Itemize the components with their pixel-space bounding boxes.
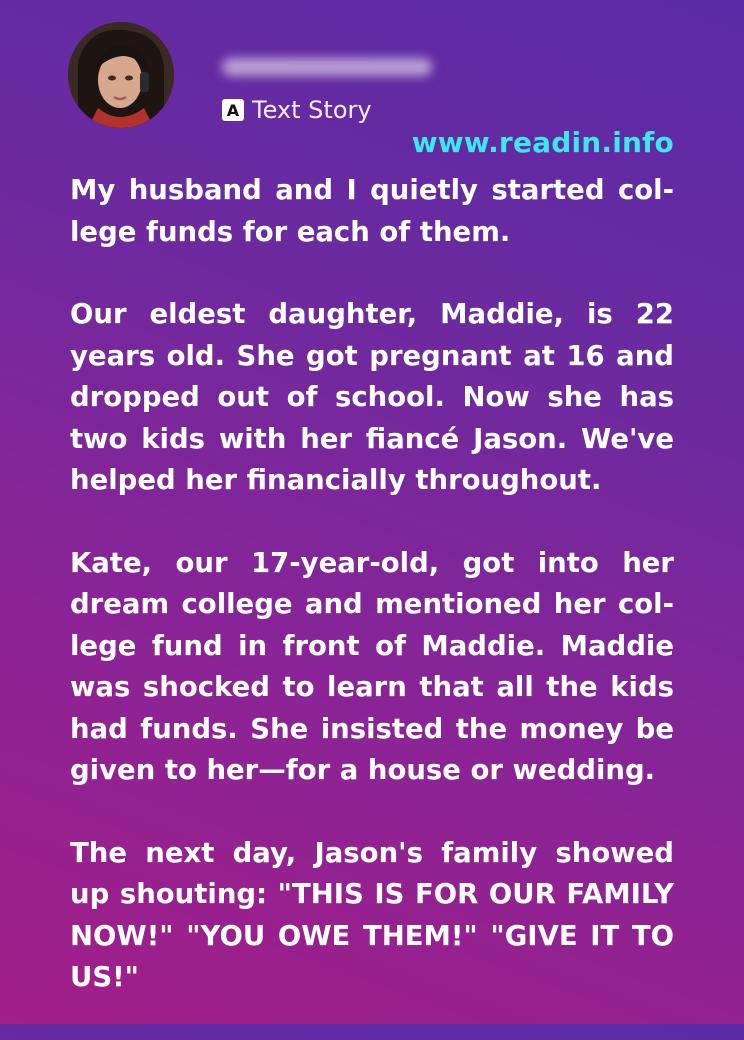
story-paragraph: Kate, our 17-year-old, got into her dream college and mentioned her col-lege fund in front of Maddie. Maddie was shocked to learn that all the kids had funds. She insisted the money be given to her—for a house or wedding. bbox=[70, 546, 674, 786]
profile-photo-icon bbox=[68, 22, 174, 128]
avatar[interactable] bbox=[68, 22, 174, 128]
text-story-icon: A bbox=[222, 99, 244, 121]
username-blurred bbox=[222, 58, 432, 76]
story-paragraph: The next day, Jason's family showed up shouting: "THIS IS FOR OUR FAMILY NOW!" "YOU OWE THEM!" "GIVE IT TO US!" bbox=[70, 836, 674, 993]
story-paragraph: My husband and I quietly started col-lege funds for each of them. bbox=[70, 174, 674, 248]
story-type-tag bbox=[222, 94, 372, 126]
story-paragraph: Our eldest daughter, Maddie, is 22 years old. She got pregnant at 16 and dropped out of school. Now she has two kids with her fiancé Jason. We've helped her financially throughout. bbox=[70, 298, 674, 496]
story-body bbox=[70, 170, 674, 1040]
website-watermark: www.readin.info bbox=[411, 126, 674, 159]
story-type-label: Text Story bbox=[252, 96, 372, 124]
